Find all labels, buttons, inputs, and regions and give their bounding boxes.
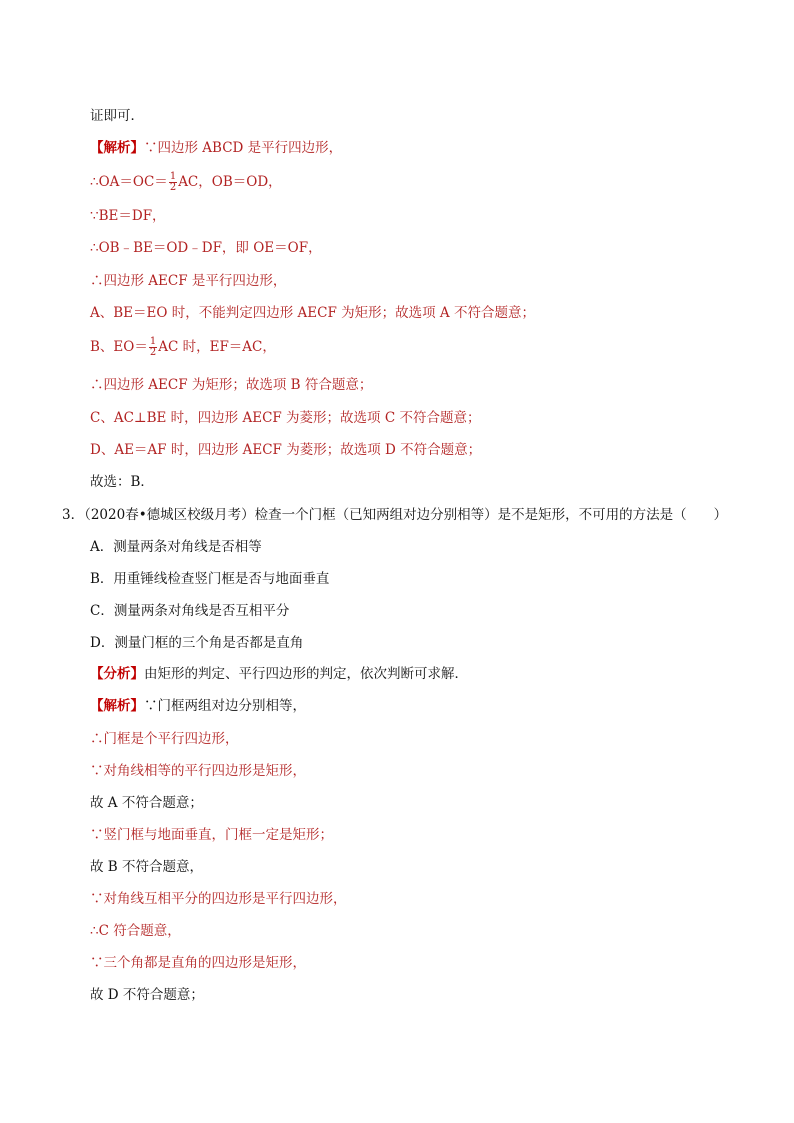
- text-segment: ∴OA＝OC＝: [90, 174, 168, 190]
- text-line: 故 B 不符合题意，: [90, 859, 204, 875]
- fraction-numerator: 1: [169, 171, 177, 182]
- text-line: ∵三个角都是直角的四边形是矩形，: [90, 955, 306, 971]
- text-line: ∵BE＝DF，: [90, 208, 166, 224]
- text-line: ∴四边形 AECF 为矩形；故选项 B 符合题意；: [90, 377, 373, 393]
- solution-line-1: [90, 139, 342, 157]
- fraction: [149, 337, 157, 358]
- text-line: ∵四边形 ABCD 是平行四边形，: [144, 140, 343, 156]
- text-line: ∴门框是个平行四边形，: [90, 731, 239, 747]
- text-line: 故 A 不符合题意；: [90, 795, 203, 811]
- question-text: （2020春•德城区校级月考）检查一个门框（已知两组对边分别相等）是不是矩形，不可用的方法是（ ）: [84, 507, 728, 523]
- analysis-label: 【分析】: [90, 666, 144, 682]
- question-number: 3．: [62, 507, 85, 523]
- text-line: ∴四边形 AECF 是平行四边形，: [90, 273, 287, 289]
- text-line: ∵对角线相等的平行四边形是矩形，: [90, 763, 306, 779]
- fraction-denominator: 2: [149, 347, 157, 358]
- option-c: C．测量两条对角线是否互相平分: [90, 603, 290, 619]
- text-segment: AC，OB＝OD，: [178, 174, 282, 190]
- text-line: ∴C 符合题意，: [90, 923, 181, 939]
- question-stem: [62, 506, 727, 524]
- text-line: D、AE＝AF 时，四边形 AECF 为菱形；故选项 D 不符合题意；: [90, 442, 482, 458]
- equation-line: [90, 172, 282, 193]
- text-line: ∵门框两组对边分别相等，: [144, 698, 306, 714]
- text-line: 证即可．: [90, 108, 144, 124]
- solution-label: 【解析】: [90, 698, 144, 714]
- option-b: B．用重锤线检查竖门框是否与地面垂直: [90, 571, 330, 587]
- text-segment: AC 时，EF＝AC，: [158, 339, 276, 355]
- fraction: [169, 172, 177, 193]
- equation-line: [90, 337, 276, 358]
- text-line: 故 D 不符合题意；: [90, 987, 204, 1003]
- text-line: C、AC⊥BE 时，四边形 AECF 为菱形；故选项 C 不符合题意；: [90, 410, 481, 426]
- text-line: ∵竖门框与地面垂直，门框一定是矩形；: [90, 827, 333, 843]
- option-d: D．测量门框的三个角是否都是直角: [90, 635, 304, 651]
- text-segment: B、EO＝: [90, 339, 148, 355]
- solution-label: 【解析】: [90, 140, 144, 156]
- option-a: A．测量两条对角线是否相等: [90, 539, 262, 555]
- text-line: 故选：B．: [90, 474, 154, 490]
- text-line: A、BE＝EO 时，不能判定四边形 AECF 为矩形；故选项 A 不符合题意；: [90, 305, 535, 321]
- text-line: ∴OB﹣BE＝OD﹣DF，即 OE＝OF，: [90, 240, 322, 256]
- solution-line: [90, 697, 306, 715]
- fraction-numerator: 1: [149, 336, 157, 347]
- analysis-text: 由矩形的判定、平行四边形的判定，依次判断可求解．: [144, 666, 468, 682]
- text-line: ∵对角线互相平分的四边形是平行四边形，: [90, 891, 347, 907]
- analysis-line: [90, 665, 468, 683]
- fraction-denominator: 2: [169, 182, 177, 193]
